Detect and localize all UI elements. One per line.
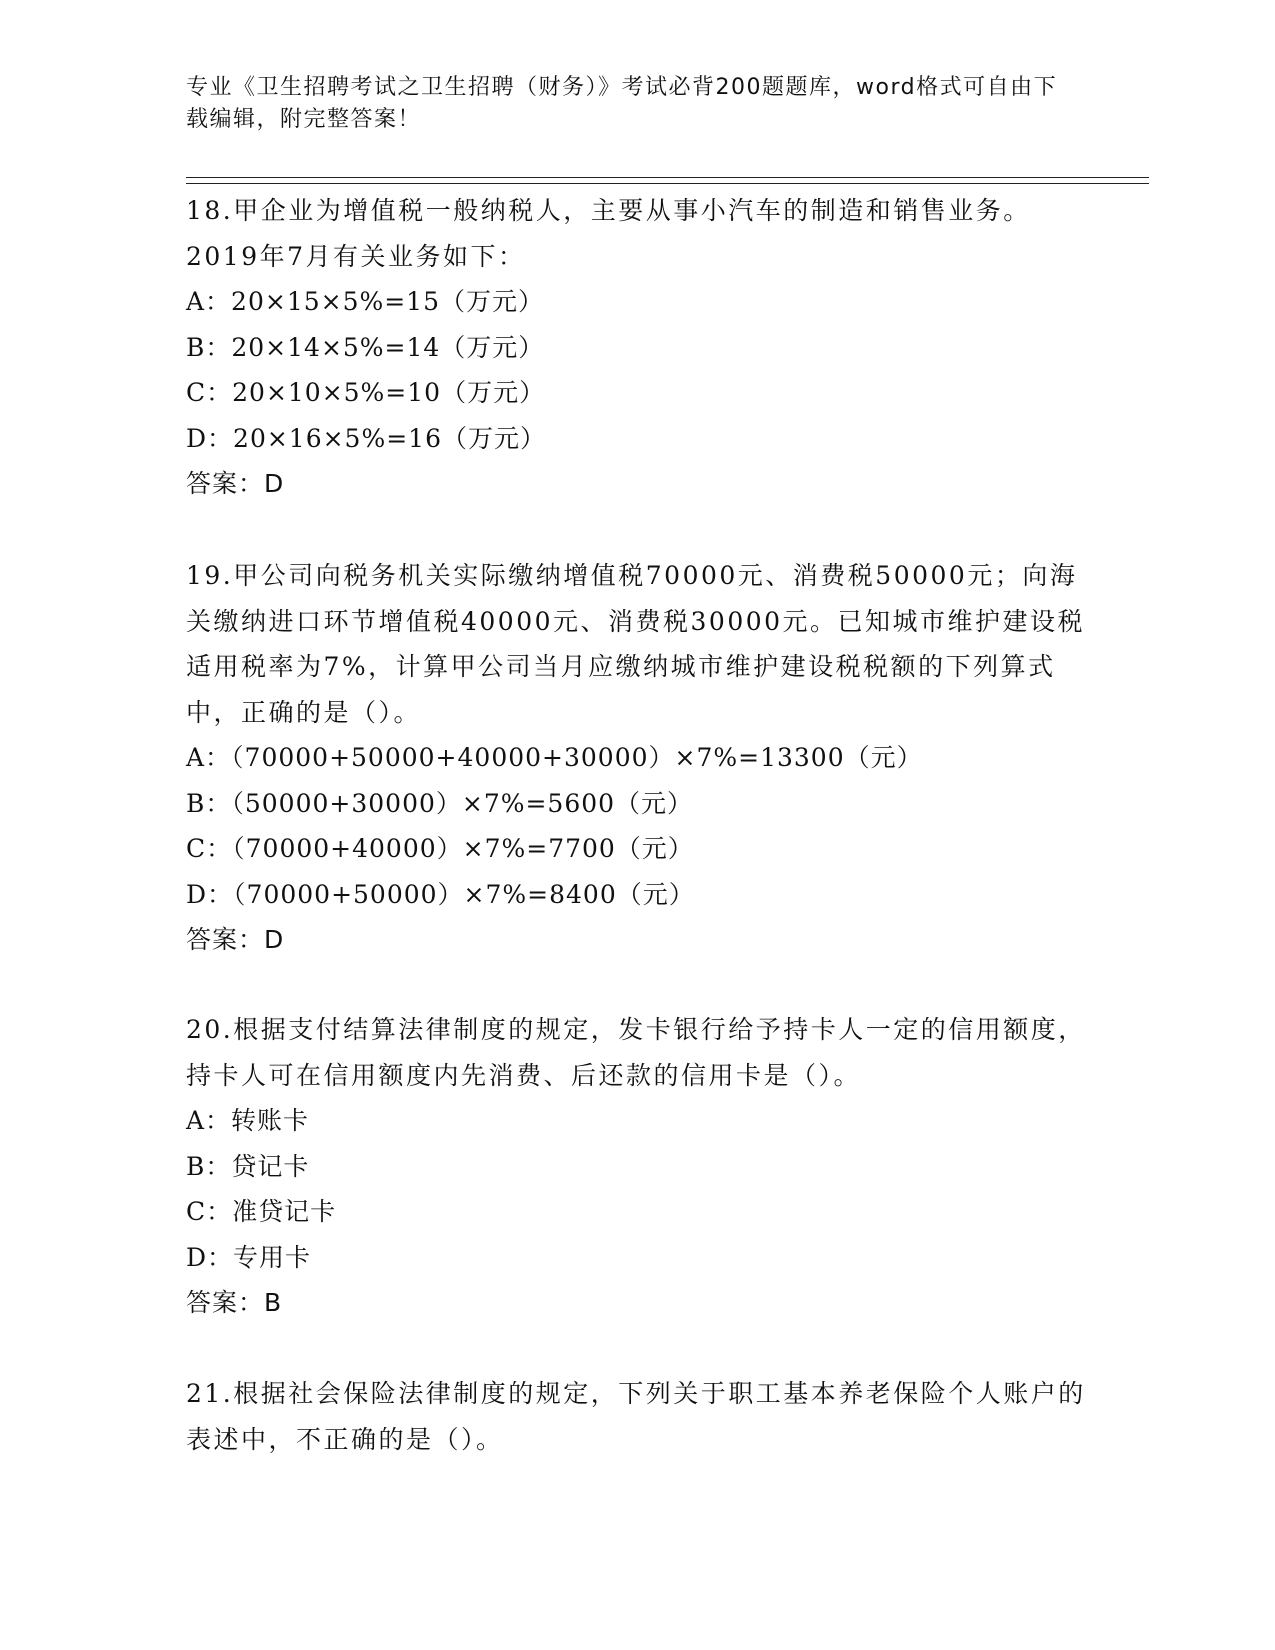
option-d: D：专用卡 [186, 1242, 312, 1272]
document-header-note: 专业《卫生招聘考试之卫生招聘（财务）》考试必背200题题库，word格式可自由下载编辑，附完整答案！ [186, 75, 1058, 132]
question-text: 18.甲企业为增值税一般纳税人，主要从事小汽车的制造和销售业务。2019年7月有关业务如下： [186, 196, 1031, 271]
answer-line: 答案：D [186, 469, 285, 498]
question-18 [186, 188, 1086, 507]
question-20 [186, 1007, 1086, 1326]
question-text: 20.根据支付结算法律制度的规定，发卡银行给予持卡人一定的信用额度，持卡人可在信用额度内先消费、后还款的信用卡是（）。 [186, 1015, 1086, 1090]
option-a: A：20×15×5%=15（万元） [186, 287, 544, 316]
option-b: B：贷记卡 [186, 1151, 310, 1181]
question-21 [186, 1371, 1086, 1462]
question-text: 21.根据社会保险法律制度的规定，下列关于职工基本养老保险个人账户的表述中，不正确的是（）。 [186, 1379, 1086, 1454]
header-divider-bottom [186, 183, 1149, 184]
option-a: A：（70000+50000+40000+30000）×7%=13300（元） [186, 743, 923, 772]
option-b: B：（50000+30000）×7%=5600（元） [186, 788, 694, 818]
option-b: B：20×14×5%=14（万元） [186, 332, 545, 362]
header-divider-top [186, 177, 1149, 178]
answer-line: 答案：B [186, 1288, 283, 1317]
option-c: C：（70000+40000）×7%=7700（元） [186, 834, 694, 863]
option-d: D：（70000+50000）×7%=8400（元） [186, 879, 695, 909]
option-c: C：准贷记卡 [186, 1197, 337, 1226]
question-19 [186, 553, 1086, 963]
option-c: C：20×10×5%=10（万元） [186, 378, 546, 407]
answer-line: 答案：D [186, 925, 285, 954]
question-text: 19.甲公司向税务机关实际缴纳增值税70000元、消费税50000元；向海关缴纳进口环节增值税40000元、消费税30000元。已知城市维护建设税适用税率为7%，计算甲公司当月应缴纳城市维护建设税税额的下列算式中，正确的是（）。 [186, 561, 1086, 727]
option-a: A：转账卡 [186, 1106, 310, 1135]
option-d: D：20×16×5%=16（万元） [186, 423, 546, 453]
